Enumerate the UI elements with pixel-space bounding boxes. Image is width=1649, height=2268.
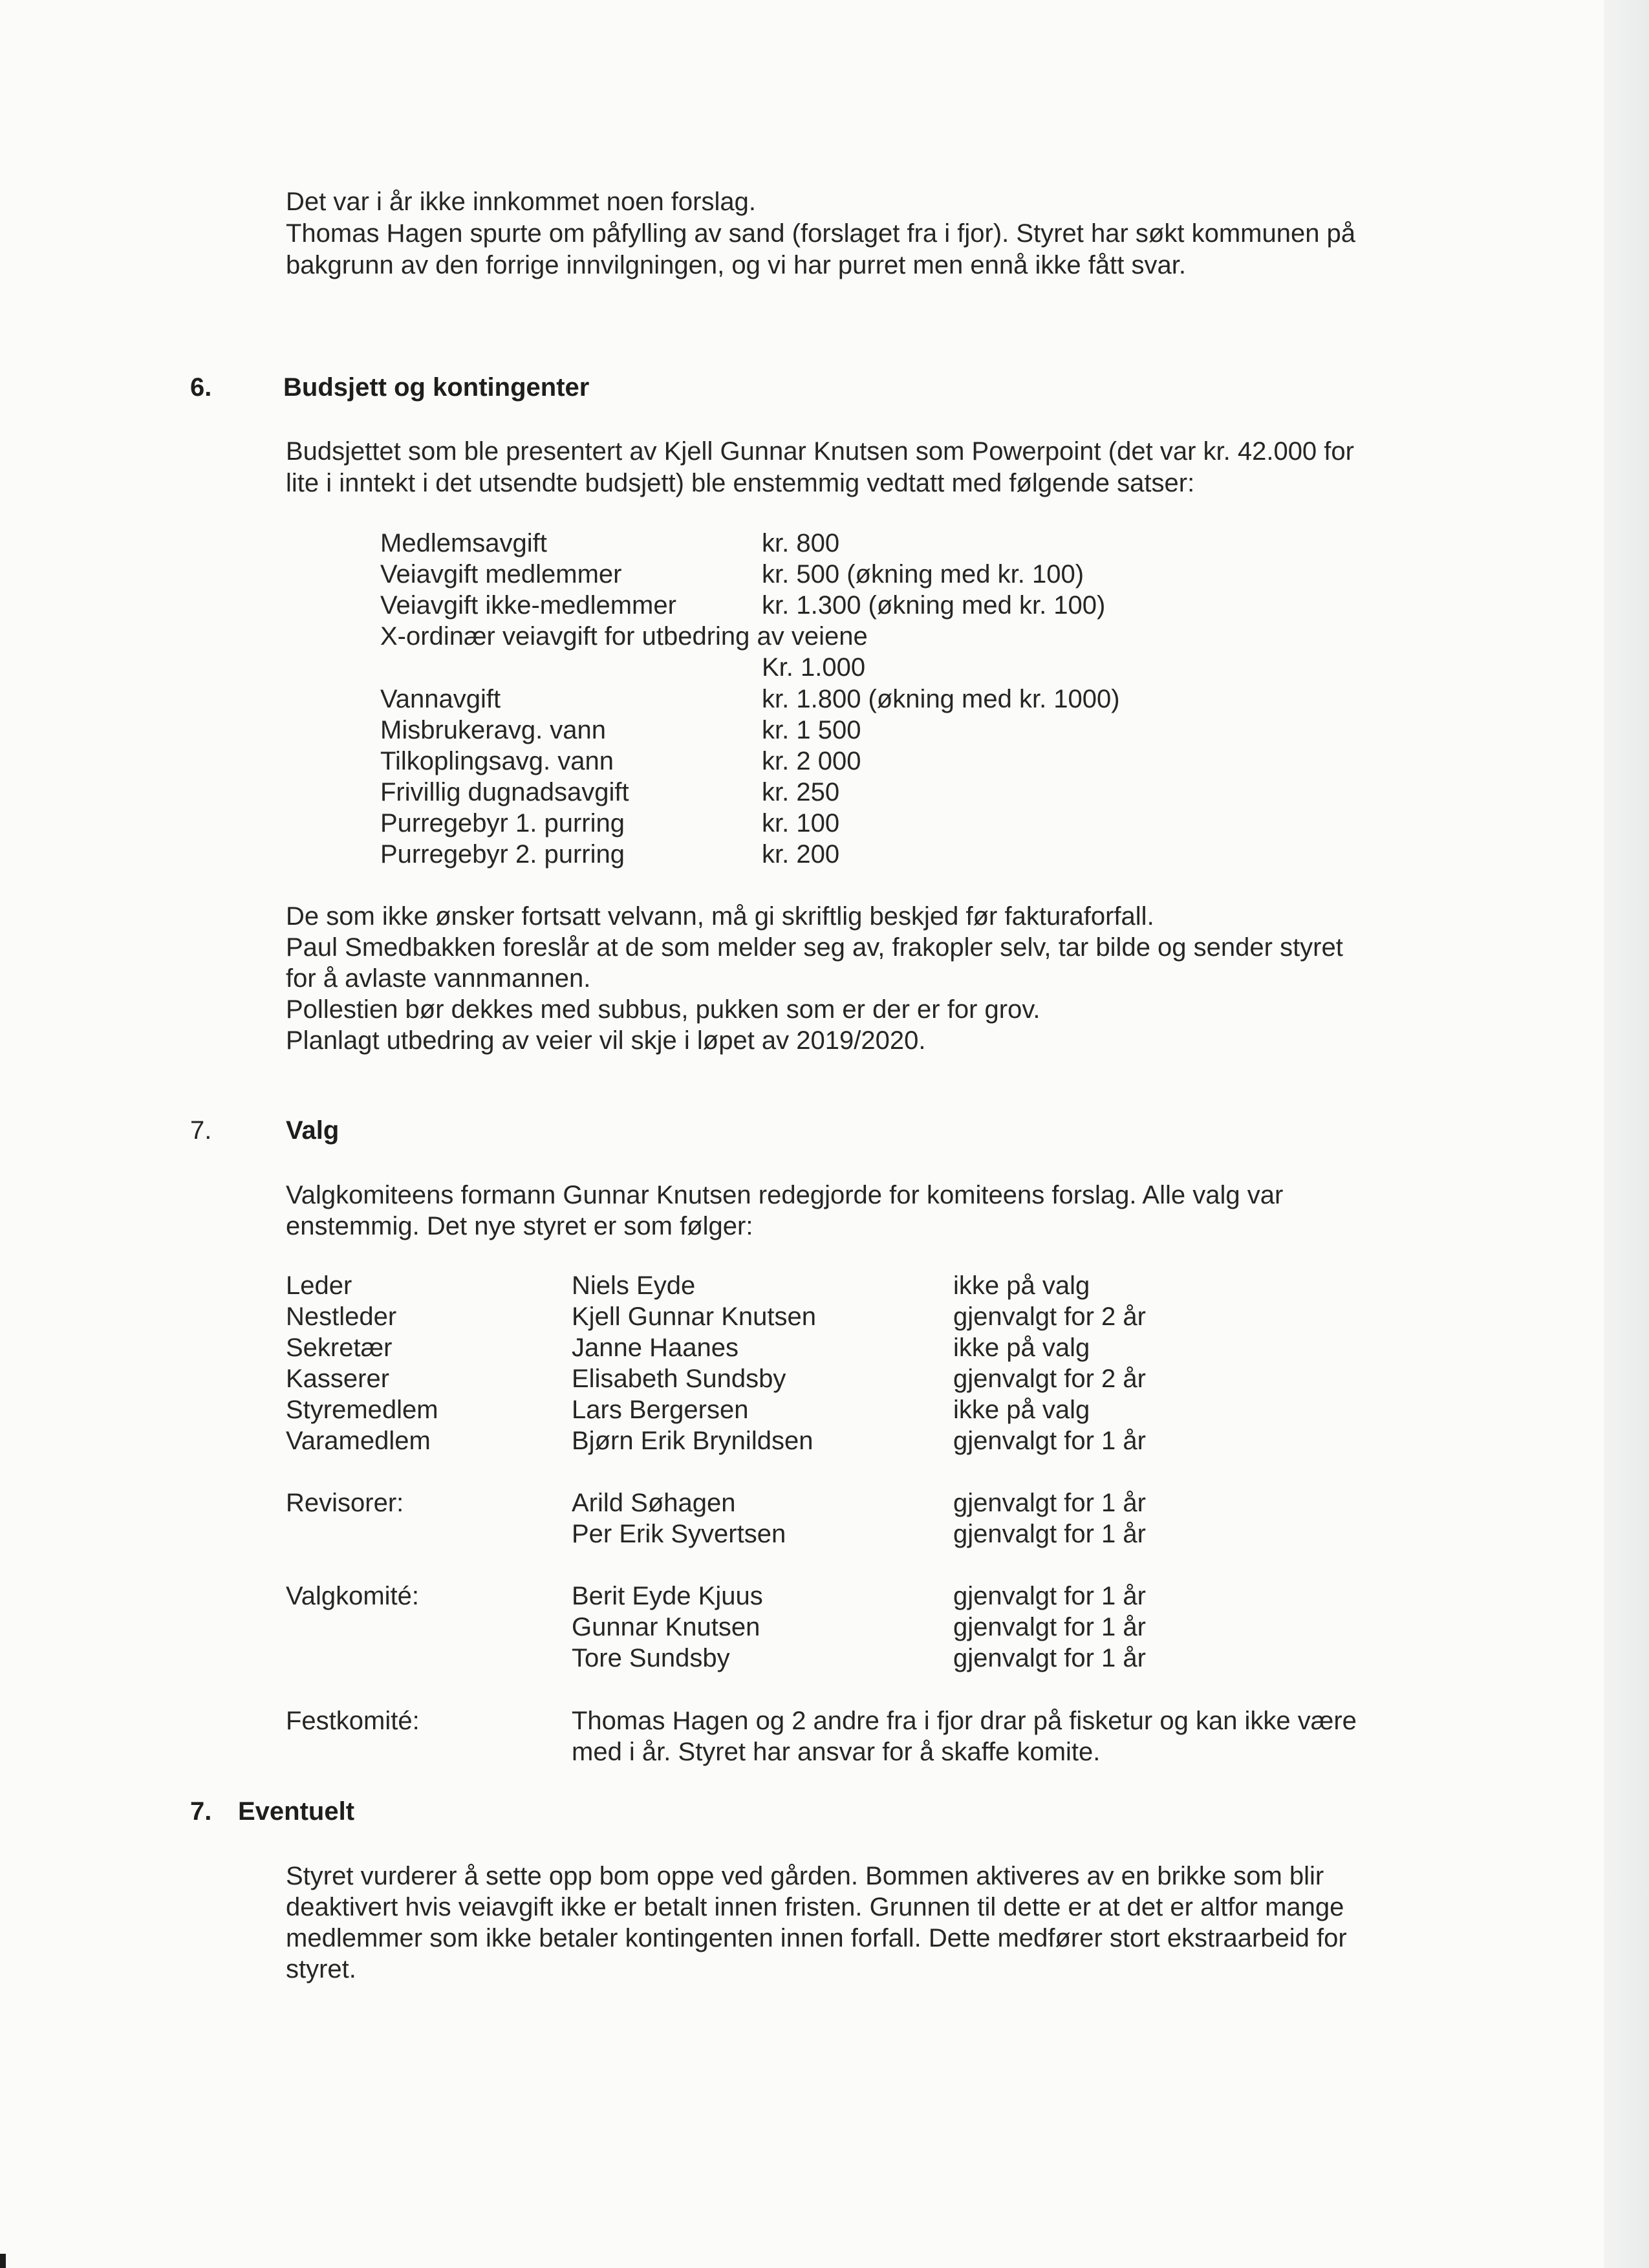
section-eventuelt-paragraph-line: Styret vurderer å sette opp bom oppe ved gården. Bommen aktiveres av en brikke som blir bbox=[286, 1862, 1324, 1890]
section-7-number: 7. bbox=[190, 1116, 212, 1145]
fee-amount: kr. 200 bbox=[762, 840, 840, 869]
section-7-paragraph-line: Valgkomiteens formann Gunnar Knutsen redegjorde for komiteens forslag. Alle valg var bbox=[286, 1181, 1284, 1209]
board-status: gjenvalgt for 2 år bbox=[953, 1302, 1146, 1331]
board-role: Kasserer bbox=[286, 1365, 390, 1393]
fee-name: Frivillig dugnadsavgift bbox=[380, 778, 629, 806]
section-6-note-line: Paul Smedbakken foreslår at de som melder seg av, frakopler selv, tar bilde og sender styret bbox=[286, 933, 1343, 962]
board-member-name: Janne Haanes bbox=[572, 1334, 738, 1362]
section-eventuelt-title: Eventuelt bbox=[238, 1797, 355, 1826]
section-eventuelt-number: 7. bbox=[190, 1797, 212, 1826]
board-role: Varamedlem bbox=[286, 1427, 431, 1455]
section-6-note-line: Pollestien bør dekkes med subbus, pukken som er der er for grov. bbox=[286, 995, 1040, 1024]
section-6-note-line: De som ikke ønsker fortsatt velvann, må gi skriftlig beskjed før fakturaforfall. bbox=[286, 902, 1154, 931]
scan-corner-mark bbox=[0, 2254, 6, 2268]
board-role: Leder bbox=[286, 1271, 352, 1300]
board-role: Styremedlem bbox=[286, 1396, 438, 1424]
fee-amount: Kr. 1.000 bbox=[762, 653, 866, 682]
committee-member-status: gjenvalgt for 1 år bbox=[953, 1644, 1146, 1672]
section-6-note-line: for å avlaste vannmannen. bbox=[286, 964, 591, 993]
fee-name: Purregebyr 2. purring bbox=[380, 840, 625, 869]
party-committee-text-line: med i år. Styret har ansvar for å skaffe komite. bbox=[572, 1738, 1101, 1766]
fee-name: Vannavgift bbox=[380, 685, 501, 713]
committee-member-status: gjenvalgt for 1 år bbox=[953, 1613, 1146, 1641]
board-member-name: Lars Bergersen bbox=[572, 1396, 749, 1424]
board-status: gjenvalgt for 1 år bbox=[953, 1427, 1146, 1455]
board-status: ikke på valg bbox=[953, 1334, 1090, 1362]
committee-member-name: Berit Eyde Kjuus bbox=[572, 1582, 763, 1610]
board-status: ikke på valg bbox=[953, 1271, 1090, 1300]
fee-name: Veiavgift ikke-medlemmer bbox=[380, 591, 676, 620]
section-6-title: Budsjett og kontingenter bbox=[283, 373, 590, 402]
committee-member-name: Gunnar Knutsen bbox=[572, 1613, 760, 1641]
fee-amount: kr. 1 500 bbox=[762, 716, 861, 744]
intro-line: Det var i år ikke innkommet noen forslag. bbox=[286, 188, 756, 216]
fee-name: X-ordinær veiavgift for utbedring av veiene bbox=[380, 622, 868, 651]
section-eventuelt-paragraph-line: deaktivert hvis veiavgift ikke er betalt innen fristen. Grunnen til dette er at det er altfor mange bbox=[286, 1893, 1344, 1921]
section-6-paragraph-line: Budsjettet som ble presentert av Kjell Gunnar Knutsen som Powerpoint (det var kr. 42.000 for bbox=[286, 437, 1354, 466]
auditor-name: Per Erik Syvertsen bbox=[572, 1520, 786, 1548]
section-eventuelt-paragraph-line: medlemmer som ikke betaler kontingenten innen forfall. Dette medfører stort ekstraarbeid for bbox=[286, 1924, 1347, 1952]
election-committee-label: Valgkomité: bbox=[286, 1582, 420, 1610]
fee-amount: kr. 2 000 bbox=[762, 747, 861, 775]
auditor-name: Arild Søhagen bbox=[572, 1489, 736, 1517]
board-member-name: Elisabeth Sundsby bbox=[572, 1365, 786, 1393]
auditor-status: gjenvalgt for 1 år bbox=[953, 1520, 1146, 1548]
auditor-status: gjenvalgt for 1 år bbox=[953, 1489, 1146, 1517]
fee-name: Purregebyr 1. purring bbox=[380, 809, 625, 837]
section-6-number: 6. bbox=[190, 373, 212, 402]
party-committee-label: Festkomité: bbox=[286, 1707, 420, 1735]
board-role: Nestleder bbox=[286, 1302, 397, 1331]
board-role: Sekretær bbox=[286, 1334, 393, 1362]
party-committee-text-line: Thomas Hagen og 2 andre fra i fjor drar på fisketur og kan ikke være bbox=[572, 1707, 1357, 1735]
section-6-note-line: Planlagt utbedring av veier vil skje i løpet av 2019/2020. bbox=[286, 1026, 926, 1055]
committee-member-status: gjenvalgt for 1 år bbox=[953, 1582, 1146, 1610]
scan-edge-shadow bbox=[1604, 0, 1649, 2268]
fee-name: Medlemsavgift bbox=[380, 529, 547, 557]
fee-amount: kr. 1.800 (økning med kr. 1000) bbox=[762, 685, 1120, 713]
section-7-paragraph-line: enstemmig. Det nye styret er som følger: bbox=[286, 1212, 753, 1240]
section-6-paragraph-line: lite i inntekt i det utsendte budsjett) ble enstemmig vedtatt med følgende satser: bbox=[286, 469, 1195, 497]
section-eventuelt-paragraph-line: styret. bbox=[286, 1955, 356, 1983]
fee-amount: kr. 250 bbox=[762, 778, 840, 806]
board-member-name: Bjørn Erik Brynildsen bbox=[572, 1427, 814, 1455]
fee-amount: kr. 500 (økning med kr. 100) bbox=[762, 560, 1084, 589]
fee-amount: kr. 100 bbox=[762, 809, 840, 837]
board-member-name: Kjell Gunnar Knutsen bbox=[572, 1302, 817, 1331]
intro-line: bakgrunn av den forrige innvilgningen, og vi har purret men ennå ikke fått svar. bbox=[286, 251, 1186, 279]
committee-member-name: Tore Sundsby bbox=[572, 1644, 730, 1672]
intro-line: Thomas Hagen spurte om påfylling av sand (forslaget fra i fjor). Styret har søkt kommunen på bbox=[286, 219, 1356, 248]
fee-amount: kr. 1.300 (økning med kr. 100) bbox=[762, 591, 1106, 620]
board-status: gjenvalgt for 2 år bbox=[953, 1365, 1146, 1393]
board-member-name: Niels Eyde bbox=[572, 1271, 696, 1300]
fee-name: Misbrukeravg. vann bbox=[380, 716, 607, 744]
board-status: ikke på valg bbox=[953, 1396, 1090, 1424]
fee-name: Veiavgift medlemmer bbox=[380, 560, 622, 589]
fee-name: Tilkoplingsavg. vann bbox=[380, 747, 614, 775]
section-7-title: Valg bbox=[286, 1116, 339, 1145]
fee-amount: kr. 800 bbox=[762, 529, 840, 557]
auditors-label: Revisorer: bbox=[286, 1489, 404, 1517]
